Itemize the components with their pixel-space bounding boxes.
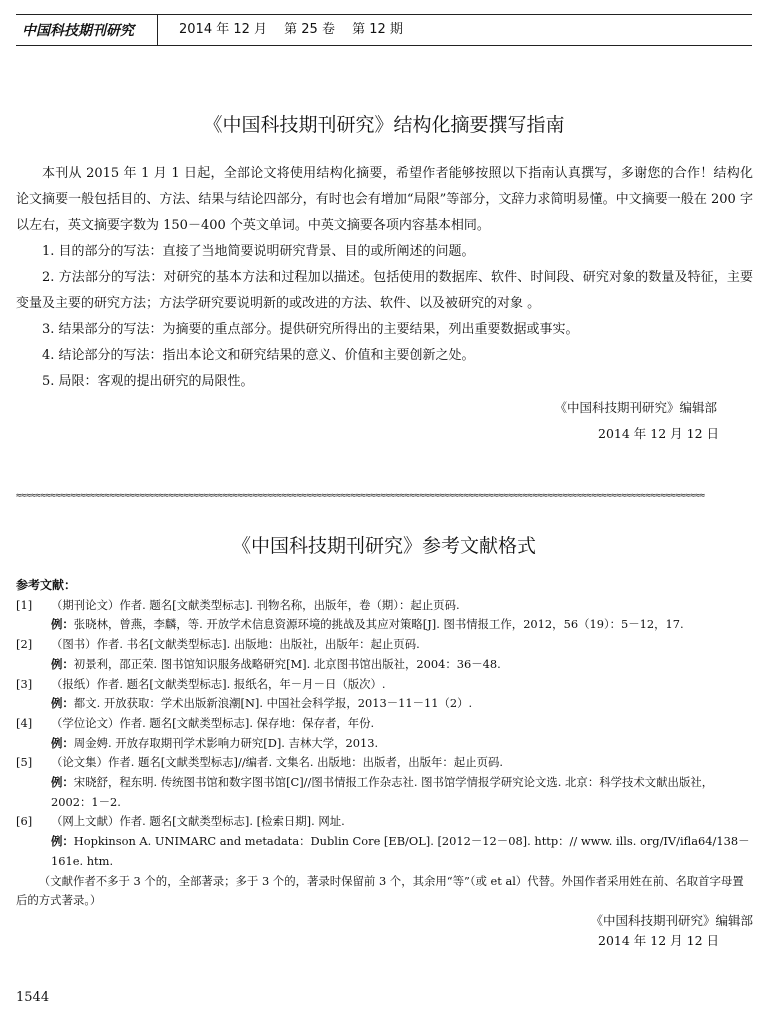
example-text: 都文. 开放获取：学术出版新浪潮[N]. 中国社会科学报，2013－11－11（2）. bbox=[73, 696, 473, 711]
signature-date: 2014 年 12 月 12 日 bbox=[598, 932, 719, 948]
reference-format: （报纸）作者. 题名[文献类型标志]. 报纸名，年－月－日（版次）. bbox=[51, 676, 386, 691]
section-title-reference-format: 《中国科技期刊研究》参考文献格式 bbox=[231, 535, 536, 557]
reference-format: （网上文献）作者. 题名[文献类型标志]. [检索日期]. 网址. bbox=[51, 814, 345, 829]
reference-example bbox=[51, 655, 753, 675]
reference-entry bbox=[16, 812, 753, 871]
reference-format-body bbox=[16, 576, 753, 950]
paragraph: 2. 方法部分的写法：对研究的基本方法和过程加以描述。包括使用的数据库、软件、时间段、研究对象的数量及特征，主要变量及主要的研究方法；方法学研究要说明新的或改进的方法、软件、以及被研究的对象 。 bbox=[16, 270, 753, 311]
example-label: 例： bbox=[51, 696, 74, 711]
references-label: 参考文献： bbox=[16, 578, 77, 592]
paragraph: 1. 目的部分的写法：直接了当地简要说明研究背景、目的或所阐述的问题。 bbox=[42, 244, 475, 259]
reference-example bbox=[51, 694, 753, 714]
reference-example bbox=[51, 832, 753, 871]
editorial-signature: 《中国科技期刊研究》编辑部 bbox=[590, 912, 753, 928]
reference-entry bbox=[16, 714, 753, 753]
example-text: 周金娉. 开放存取期刊学术影响力研究[D]. 吉林大学，2013. bbox=[73, 735, 379, 750]
reference-example bbox=[51, 773, 753, 812]
paragraph: 3. 结果部分的写法：为摘要的重点部分。提供研究所得出的主要结果，列出重要数据或事实。 bbox=[42, 322, 579, 337]
abstract-guide-body bbox=[16, 161, 753, 447]
reference-format: （期刊论文）作者. 题名[文献类型标志]. 刊物名称，出版年，卷（期）：起止页码. bbox=[51, 597, 460, 612]
reference-number: [3] bbox=[16, 676, 33, 691]
reference-number: [4] bbox=[16, 715, 33, 730]
example-label: 例： bbox=[51, 735, 74, 750]
decorative-separator: ≈≈≈≈≈≈≈≈≈≈≈≈≈≈≈≈≈≈≈≈≈≈≈≈≈≈≈≈≈≈≈≈≈≈≈≈≈≈≈≈≈≈≈≈≈≈≈≈≈≈≈≈≈≈≈≈≈≈≈≈≈≈≈≈≈≈≈≈≈≈≈≈≈≈≈≈≈≈≈≈≈≈≈≈≈≈≈≈≈≈≈≈≈≈≈≈≈≈≈≈≈≈≈≈≈≈≈≈≈≈≈≈≈≈≈≈≈≈≈≈≈≈≈≈≈≈≈≈≈≈≈≈≈≈≈≈≈≈≈≈ bbox=[16, 491, 705, 501]
issue-info: 2014 年 12 月 第 25 卷 第 12 期 bbox=[179, 22, 403, 37]
running-header bbox=[16, 14, 752, 46]
paragraph: 5. 局限：客观的提出研究的局限性。 bbox=[42, 374, 254, 389]
paragraph: 本刊从 2015 年 1 月 1 日起，全部论文将使用结构化摘要，希望作者能够按照以下指南认真撰写，多谢您的合作！结构化论文摘要一般包括目的、方法、结果与结论四部分，有时也会有增加“局限”等部分，文辞力求简明易懂。中文摘要一般在 200 字以左右，英文摘要字数为 150－400 个英文单词。中英文摘要各项内容基本相同。 bbox=[16, 166, 753, 233]
section-title-abstract-guide: 《中国科技期刊研究》结构化摘要撰写指南 bbox=[203, 114, 565, 136]
reference-example bbox=[51, 734, 753, 754]
reference-number: [2] bbox=[16, 637, 33, 652]
example-text: 初景利，邵正荣. 图书馆知识服务战略研究[M]. 北京图书馆出版社，2004：36－48. bbox=[73, 656, 501, 671]
example-label: 例： bbox=[51, 775, 74, 790]
example-label: 例： bbox=[51, 617, 74, 632]
reference-entry bbox=[16, 753, 753, 812]
citation-note: （文献作者不多于 3 个的，全部著录；多于 3 个的，著录时保留前 3 个，其余用“等”（或 et al）代替。外国作者采用姓在前、名取首字母置后的方式著录。） bbox=[16, 873, 744, 908]
example-text: 宋晓舒，程东明. 传统图书馆和数字图书馆[C]//图书情报工作杂志社. 图书馆学情报学研究论文选. 北京：科学技术文献出版社，2002：1－2. bbox=[51, 775, 714, 809]
example-label: 例： bbox=[51, 834, 74, 849]
paragraph: 4. 结论部分的写法：指出本论文和研究结果的意义、价值和主要创新之处。 bbox=[42, 348, 475, 363]
example-text: Hopkinson A. UNIMARC and metadata：Dublin Core [EB/OL]. [2012－12－08]. http：// www. ills. org/IV/ifla64/138－161e. htm. bbox=[51, 834, 750, 868]
reference-entry bbox=[16, 635, 753, 674]
example-label: 例： bbox=[51, 656, 74, 671]
reference-entry bbox=[16, 675, 753, 714]
reference-entry bbox=[16, 596, 753, 635]
page-number: 1544 bbox=[16, 990, 50, 1005]
example-text: 张晓林，曾燕，李麟，等. 开放学术信息资源环境的挑战及其应对策略[J]. 图书情报工作，2012，56（19）：5－12，17. bbox=[73, 617, 684, 632]
reference-format: （图书）作者. 书名[文献类型标志]. 出版地：出版社，出版年：起止页码. bbox=[51, 637, 420, 652]
reference-example bbox=[51, 615, 753, 635]
reference-number: [6] bbox=[16, 814, 33, 829]
journal-logo: 中国科技期刊研究 bbox=[16, 15, 158, 45]
signature-date: 2014 年 12 月 12 日 bbox=[598, 426, 719, 441]
editorial-signature: 《中国科技期刊研究》编辑部 bbox=[554, 400, 717, 415]
reference-format: （学位论文）作者. 题名[文献类型标志]. 保存地：保存者，年份. bbox=[51, 715, 375, 730]
reference-number: [5] bbox=[16, 755, 33, 770]
reference-format: （论文集）作者. 题名[文献类型标志]//编者. 文集名. 出版地：出版者，出版年：起止页码. bbox=[51, 755, 503, 770]
reference-number: [1] bbox=[16, 597, 33, 612]
